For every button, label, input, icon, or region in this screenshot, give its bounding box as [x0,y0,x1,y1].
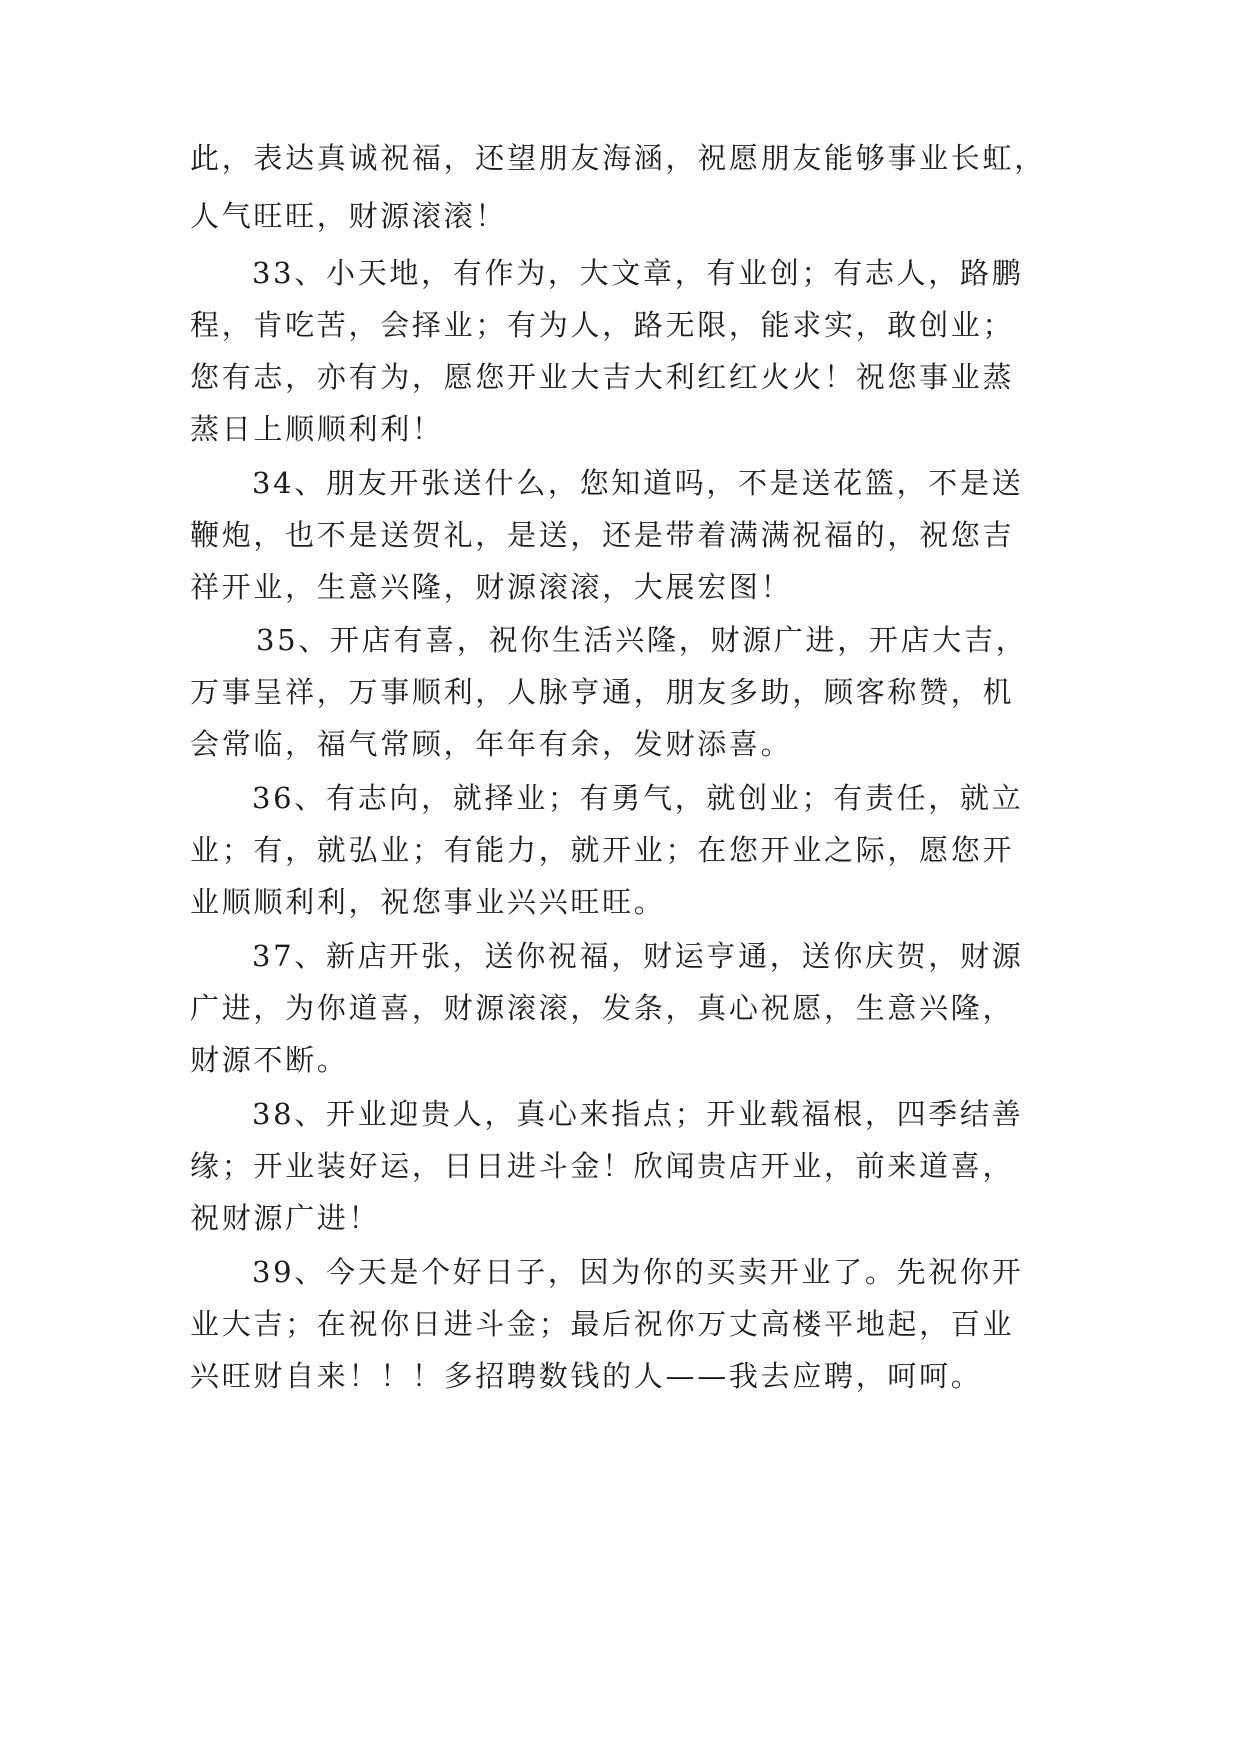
paragraph-33-line-4: 蒸日上顺顺利利！ [190,412,444,446]
paragraph-33-line-2: 程，肯吃苦，会择业；有为人，路无限，能求实，敢创业； [190,308,1015,342]
paragraph-39-line-3: 兴旺财自来！！！多招聘数钱的人——我去应聘，呵呵。 [190,1359,983,1393]
paragraph-36-line-3: 业顺顺利利，祝您事业兴兴旺旺。 [190,885,666,919]
continuation-line-2: 人气旺旺，财源滚滚！ [190,199,508,233]
paragraph-34-line-1: 34、朋友开张送什么，您知道吗，不是送花篮，不是送 [252,466,1024,500]
paragraph-35-line-2: 万事呈祥，万事顺利，人脉亨通，朋友多助，顾客称赞，机 [190,675,1015,709]
paragraph-35-line-3: 会常临，福气常顾，年年有余，发财添喜。 [190,727,793,761]
paragraph-37-line-2: 广进，为你道喜，财源滚滚，发条，真心祝愿，生意兴隆， [190,991,1015,1025]
paragraph-34-line-2: 鞭炮，也不是送贺礼，是送，还是带着满满祝福的，祝您吉 [190,518,1015,552]
continuation-line-1: 此，表达真诚祝福，还望朋友海涵，祝愿朋友能够事业长虹， [190,141,1046,175]
paragraph-38-line-3: 祝财源广进！ [190,1201,381,1235]
paragraph-39-line-1: 39、今天是个好日子，因为你的买卖开业了。先祝你开 [252,1255,1024,1289]
paragraph-35-line-1: 35、开店有喜，祝你生活兴隆，财源广进，开店大吉， [256,623,1028,657]
paragraph-33-line-3: 您有志，亦有为，愿您开业大吉大利红红火火！祝您事业蒸 [190,360,1015,394]
paragraph-33-line-1: 33、小天地，有作为，大文章，有业创；有志人，路鹏 [252,256,1024,290]
paragraph-36-line-2: 业；有，就弘业；有能力，就开业；在您开业之际，愿您开 [190,833,1015,867]
paragraph-36-line-1: 36、有志向，就择业；有勇气，就创业；有责任，就立 [252,781,1024,815]
paragraph-38-line-1: 38、开业迎贵人，真心来指点；开业载福根，四季结善 [252,1097,1024,1131]
paragraph-38-line-2: 缘；开业装好运，日日进斗金！欣闻贵店开业，前来道喜， [190,1149,1015,1183]
paragraph-39-line-2: 业大吉；在祝你日进斗金；最后祝你万丈高楼平地起，百业 [190,1307,1015,1341]
paragraph-37-line-1: 37、新店开张，送你祝福，财运亨通，送你庆贺，财源 [252,939,1024,973]
paragraph-34-line-3: 祥开业，生意兴隆，财源滚滚，大展宏图！ [190,570,793,604]
paragraph-37-line-3: 财源不断。 [190,1043,349,1077]
